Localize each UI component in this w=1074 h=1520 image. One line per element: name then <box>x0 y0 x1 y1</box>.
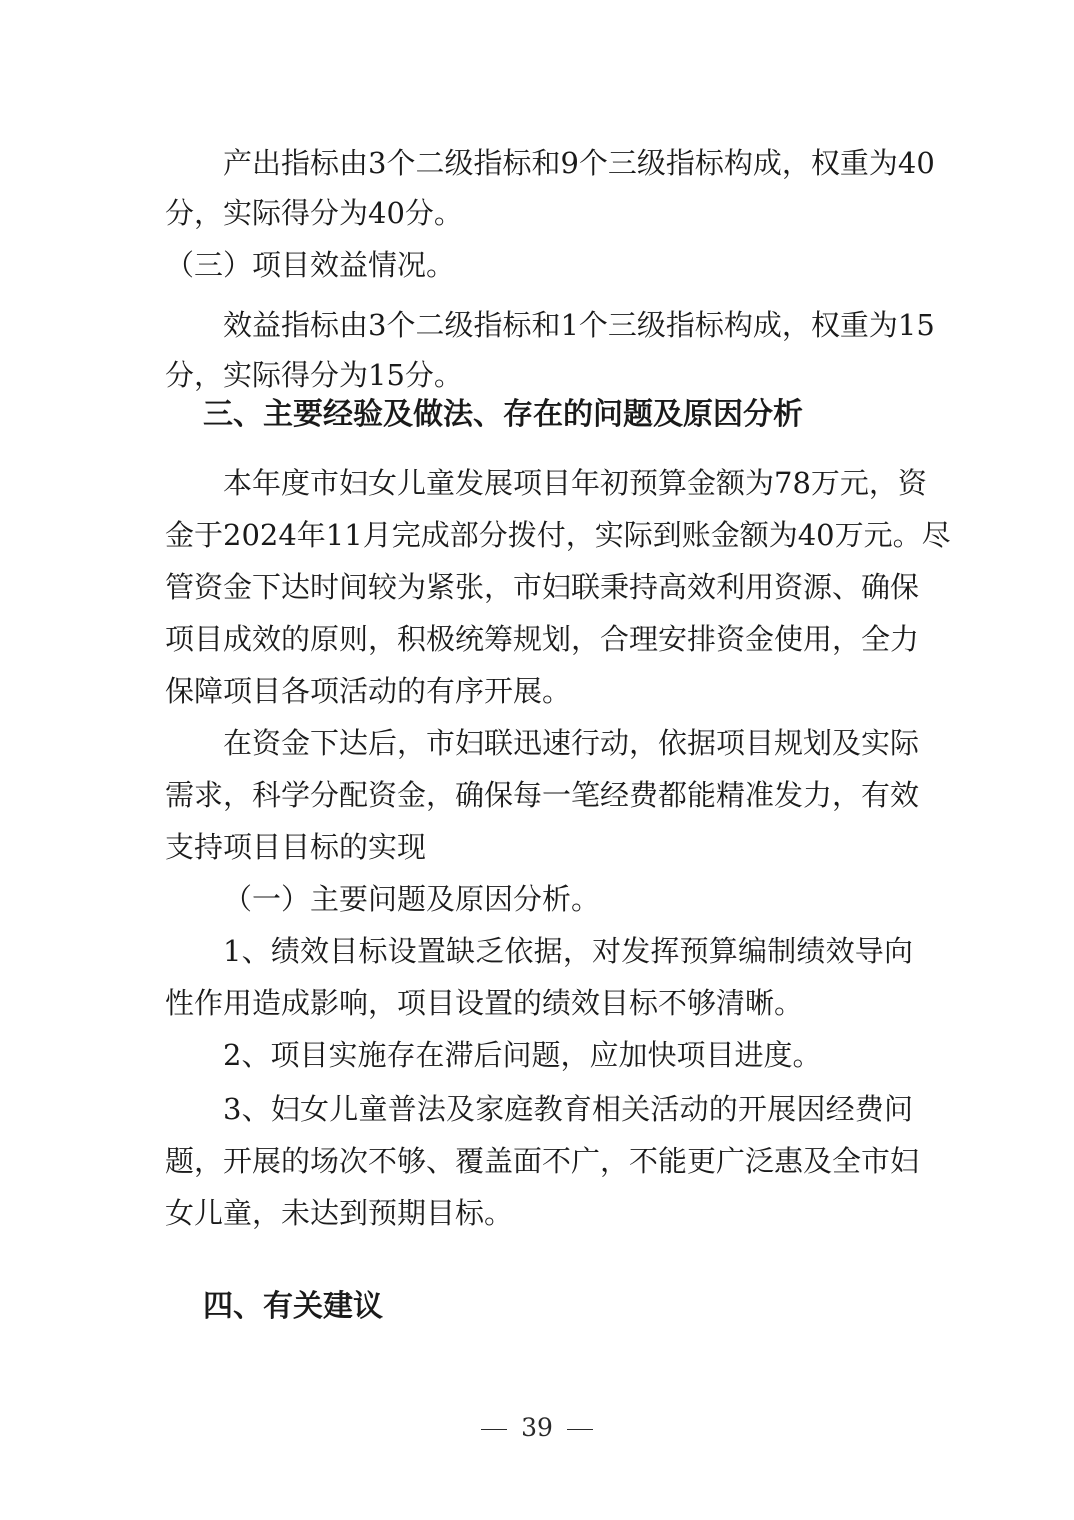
page-number: 39 <box>521 1413 553 1442</box>
budget-para-line-1: 本年度市妇女儿童发展项目年初预算金额为78万元，资 <box>223 466 927 500</box>
problem-2-line-1: 2、项目实施存在滞后问题，应加快项目进度。 <box>223 1038 822 1072</box>
section-3-heading: （三）项目效益情况。 <box>165 248 456 282</box>
output-indicator-line-1: 产出指标由3个二级指标和9个三级指标构成，权重为40 <box>223 146 935 180</box>
budget-para-line-4: 项目成效的原则，积极统筹规划，合理安排资金使用，全力 <box>165 622 920 656</box>
benefit-indicator-line-1: 效益指标由3个二级指标和1个三级指标构成，权重为15 <box>223 308 935 342</box>
problems-heading: （一）主要问题及原因分析。 <box>223 882 601 916</box>
problem-1-line-2: 性作用造成影响，项目设置的绩效目标不够清晰。 <box>165 986 804 1020</box>
budget-para-line-3: 管资金下达时间较为紧张，市妇联秉持高效利用资源、确保 <box>165 570 920 604</box>
funds-para-line-1: 在资金下达后，市妇联迅速行动，依据项目规划及实际 <box>223 726 920 760</box>
funds-para-line-3: 支持项目目标的实现 <box>165 830 427 864</box>
funds-para-line-2: 需求，科学分配资金，确保每一笔经费都能精准发力，有效 <box>165 778 920 812</box>
footer-right-dash <box>567 1429 593 1430</box>
footer-left-dash <box>481 1429 507 1430</box>
budget-para-line-2: 金于2024年11月完成部分拨付，实际到账金额为40万元。尽 <box>165 518 951 552</box>
problem-1-line-1: 1、绩效目标设置缺乏依据，对发挥预算编制绩效导向 <box>223 934 913 968</box>
problem-3-line-3: 女儿童，未达到预期目标。 <box>165 1196 514 1230</box>
problem-3-line-2: 题，开展的场次不够、覆盖面不广，不能更广泛惠及全市妇 <box>165 1144 920 1178</box>
part-4-heading: 四、有关建议 <box>203 1289 383 1324</box>
output-indicator-line-2: 分，实际得分为40分。 <box>165 196 463 230</box>
problem-3-line-1: 3、妇女儿童普法及家庭教育相关活动的开展因经费问 <box>223 1092 913 1126</box>
benefit-indicator-line-2: 分，实际得分为15分。 <box>165 358 463 392</box>
budget-para-line-5: 保障项目各项活动的有序开展。 <box>165 674 572 708</box>
part-3-heading: 三、主要经验及做法、存在的问题及原因分析 <box>203 397 803 432</box>
page-footer <box>0 1408 1074 1448</box>
